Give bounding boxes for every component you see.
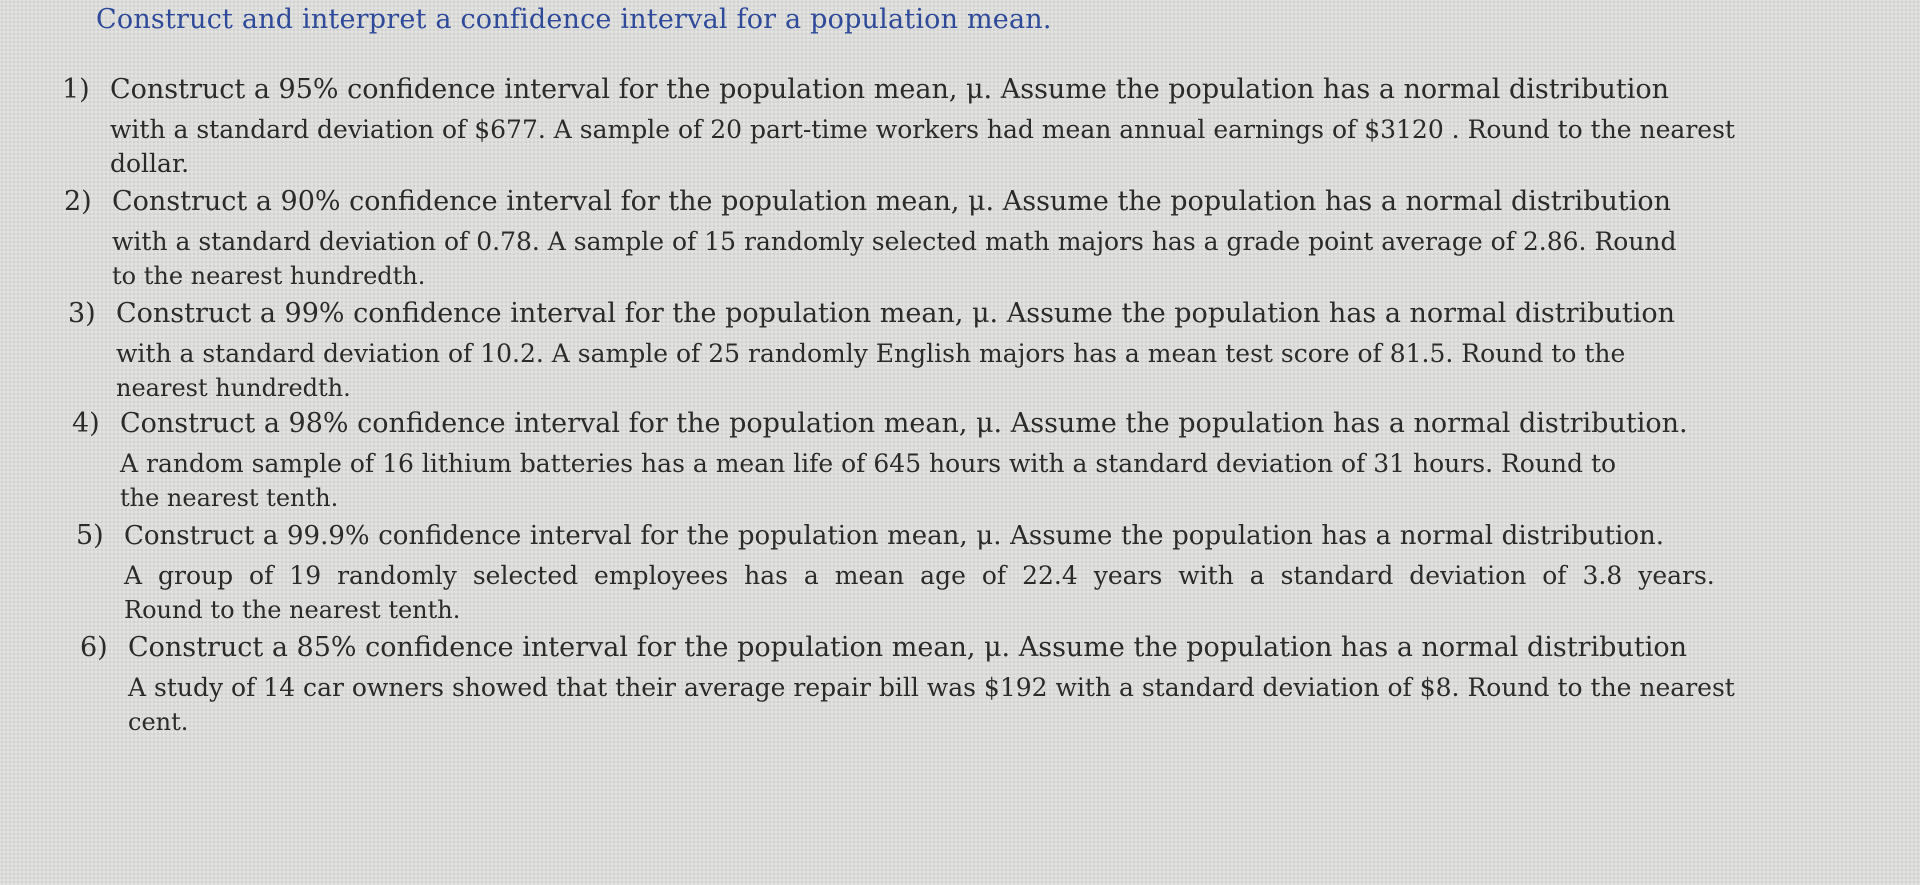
problem-line: Round to the nearest tenth. xyxy=(124,596,461,624)
problem-line: Construct a 90% confidence interval for the population mean, μ. Assume the population has a normal distribution xyxy=(112,186,1671,217)
problem-line: A study of 14 car owners showed that their average repair bill was $192 with a standard deviation of $8. Round to the nearest xyxy=(128,673,1735,702)
problem-line: A group of 19 randomly selected employees has a mean age of 22.4 years with a standard deviation of 3.8 years. xyxy=(124,561,1715,590)
problem-line: A random sample of 16 lithium batteries has a mean life of 645 hours with a standard deviation of 31 hours. Round to xyxy=(120,449,1617,478)
problem-number: 3) xyxy=(68,298,96,329)
problem-number: 2) xyxy=(64,186,92,217)
problem-line: Construct a 99% confidence interval for the population mean, μ. Assume the population has a normal distribution xyxy=(116,298,1675,329)
problem-line: the nearest tenth. xyxy=(120,484,339,512)
problem-line: Construct a 95% confidence interval for the population mean, μ. Assume the population has a normal distribution xyxy=(110,74,1669,105)
problem-line: Construct a 99.9% confidence interval for the population mean, μ. Assume the population has a normal distribution. xyxy=(124,521,1664,551)
worksheet-title: Construct and interpret a confidence interval for a population mean. xyxy=(96,4,1052,35)
problem-line: dollar. xyxy=(110,149,190,178)
problem-line: nearest hundredth. xyxy=(116,374,351,402)
problem-line: to the nearest hundredth. xyxy=(112,262,426,290)
problem-number: 1) xyxy=(62,74,90,105)
problem-line: Construct a 85% confidence interval for the population mean, μ. Assume the population has a normal distribution xyxy=(128,632,1687,663)
problem-line: cent. xyxy=(128,708,189,736)
problem-line: Construct a 98% confidence interval for the population mean, μ. Assume the population has a normal distribution. xyxy=(120,408,1688,439)
problem-line: with a standard deviation of $677. A sample of 20 part-time workers had mean annual earnings of $3120 . Round to the nearest xyxy=(110,115,1735,144)
problem-number: 4) xyxy=(72,408,100,439)
problem-line: with a standard deviation of 10.2. A sample of 25 randomly English majors has a mean test score of 81.5. Round to the xyxy=(116,339,1626,368)
problem-line: with a standard deviation of 0.78. A sample of 15 randomly selected math majors has a grade point average of 2.86. Round xyxy=(112,227,1677,256)
problem-number: 6) xyxy=(80,632,108,663)
problem-number: 5) xyxy=(76,520,104,551)
